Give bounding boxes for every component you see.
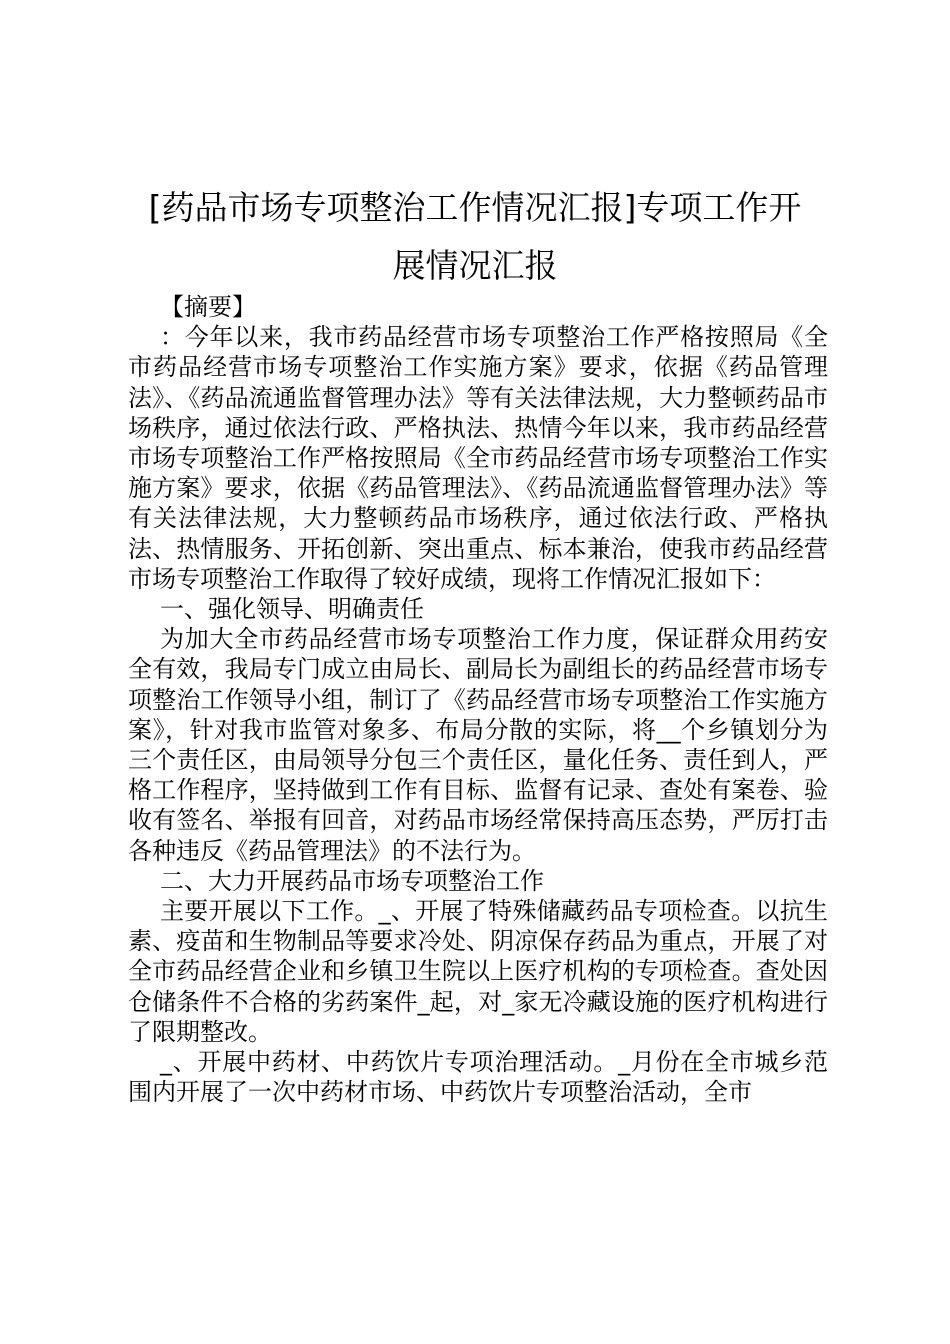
section-2-paragraph-2: _、开展中药材、中药饮片专项治理活动。_月份在全市城乡范围内开展了一次中药材市场、中药饮片专项整治活动，全市 (128, 1048, 828, 1107)
document-title-line-2: 展情况汇报 (392, 246, 558, 285)
document-title-line-1: [药品市场专项整治工作情况汇报]专项工作开 (148, 188, 802, 227)
section-heading-2: 二、大力开展药品市场专项整治工作 (160, 866, 544, 895)
section-heading-1: 一、强化领导、明确责任 (160, 595, 424, 624)
abstract-paragraph: ：今年以来，我市药品经营市场专项整治工作严格按照局《全市药品经营市场专项整治工作实施方案》要求，依据《药品管理法》、《药品流通监督管理办法》等有关法律法规，大力整顿药品市场秩序，通过依法行政、严格执法、热情今年以来，我市药品经营市场专项整治工作严格按照局《全市药品经营市场专项整治工作实施方案》要求，依据《药品管理法》、《药品流通监督管理办法》等有关法律法规，大力整顿药品市场秩序，通过依法行政、严格执法、热情服务、开拓创新、突出重点、标本兼治，使我市药品经营市场专项整治工作取得了较好成绩，现将工作情况汇报如下： (128, 323, 828, 593)
section-1-paragraph: 为加大全市药品经营市场专项整治工作力度，保证群众用药安全有效，我局专门成立由局长、副局长为副组长的药品经营市场专项整治工作领导小组，制订了《药品经营市场专项整治工作实施方案》，针对我市监管对象多、布局分散的实际，将__个乡镇划分为三个责任区，由局领导分包三个责任区，量化任务、责任到人，严格工作程序，坚持做到工作有目标、监督有记录、查处有案卷、验收有签名、举报有回音，对药品市场经常保持高压态势，严厉打击各种违反《药品管理法》的不法行为。 (128, 625, 828, 865)
document-body (128, 292, 828, 1107)
abstract-label: 【摘要】 (160, 293, 256, 321)
section-2-paragraph-1: 主要开展以下工作。_、开展了特殊储藏药品专项检查。以抗生素、疫苗和生物制品等要求冷处、阴凉保存药品为重点，开展了对全市药品经营企业和乡镇卫生院以上医疗机构的专项检查。查处因仓储条件不合格的劣药案件_起，对_家无冷藏设施的医疗机构进行了限期整改。 (128, 897, 828, 1046)
